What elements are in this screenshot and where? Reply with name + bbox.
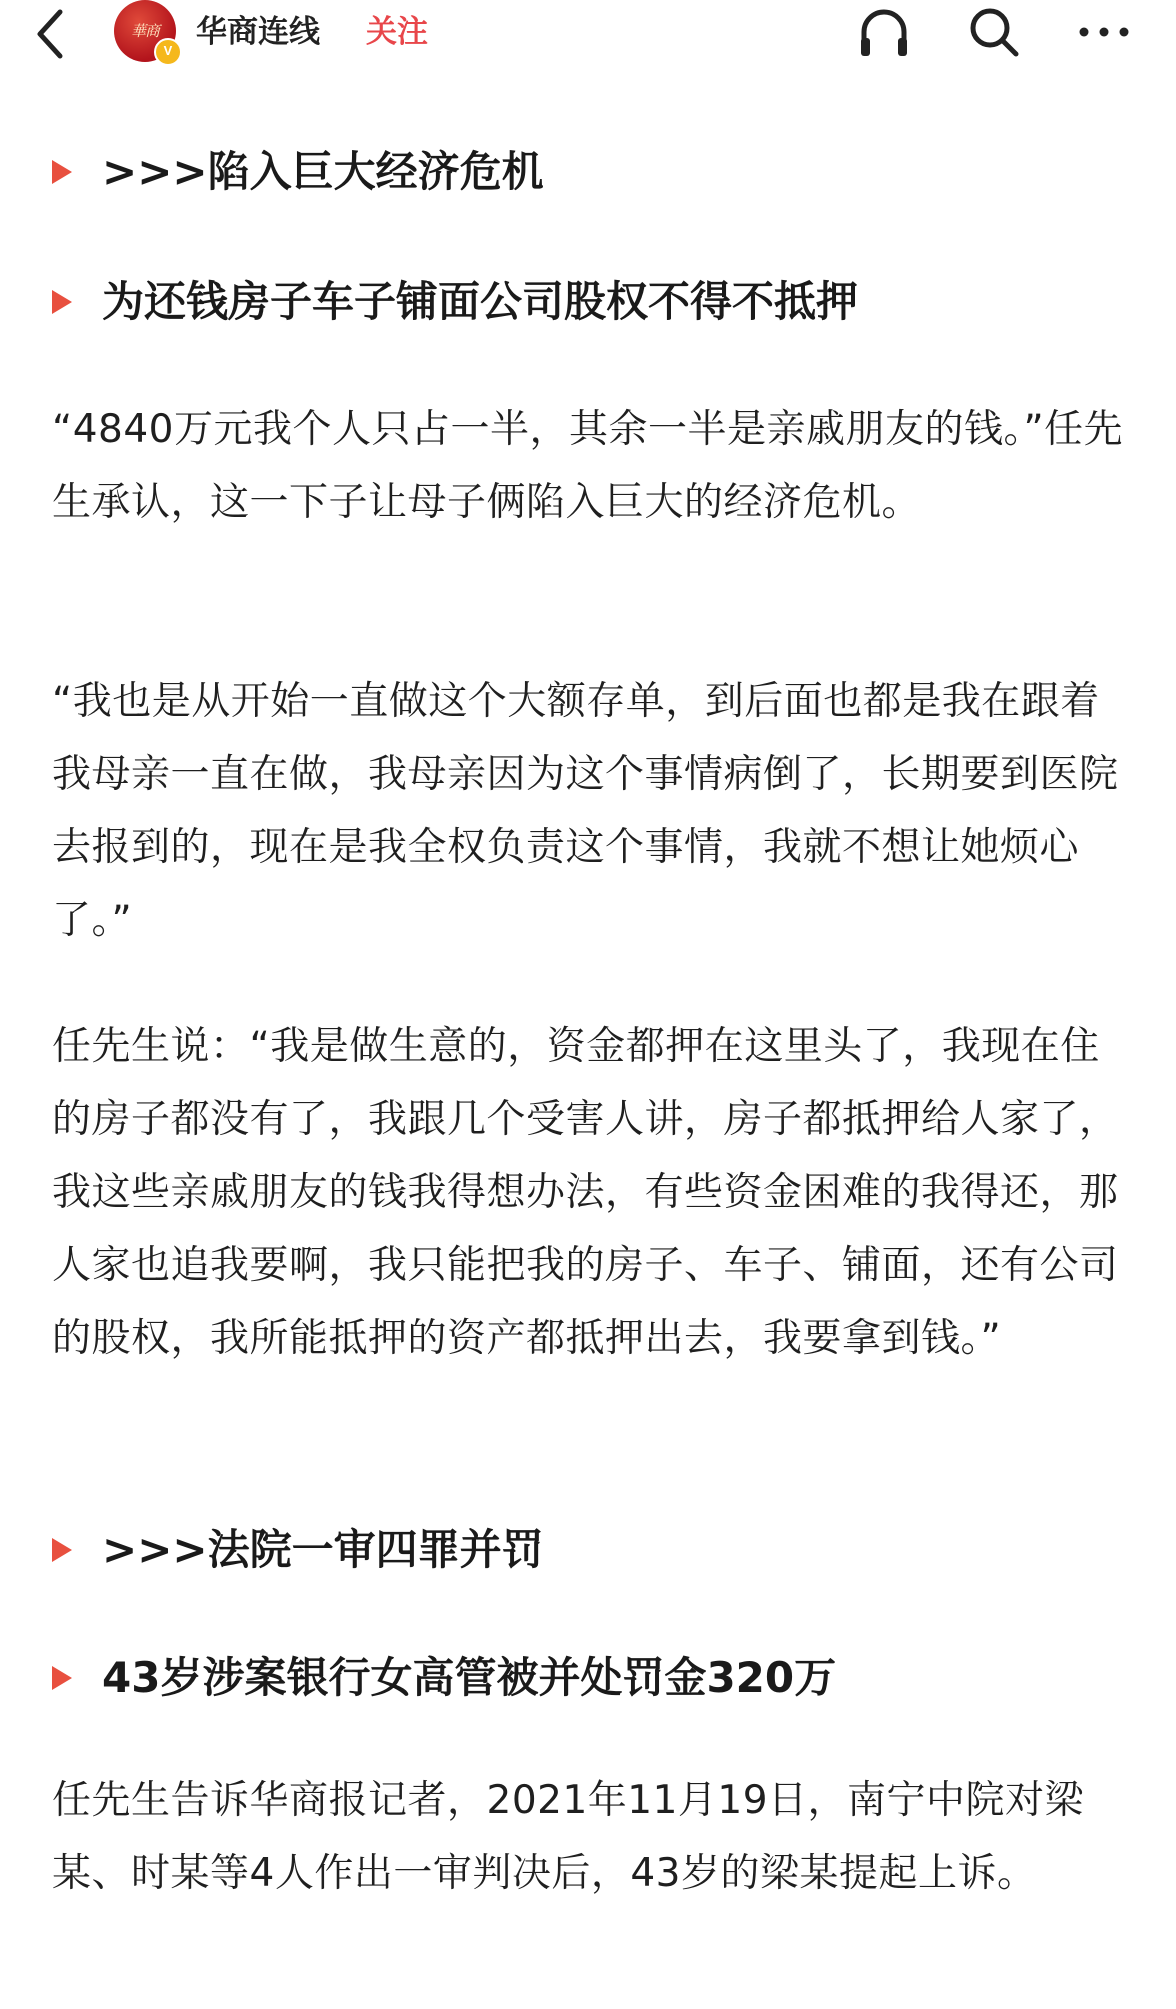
triangle-marker-icon: [52, 290, 72, 314]
account-name[interactable]: 华商连线: [196, 14, 320, 50]
heading-text: >>>陷入巨大经济危机: [102, 147, 544, 196]
paragraph: “4840万元我个人只占一半，其余一半是亲戚朋友的钱。”任先生承认，这一下子让母子俩陷入巨大的经济危机。: [52, 407, 1124, 525]
paragraph: 任先生说：“我是做生意的，资金都押在这里头了，我现在住的房子都没有了，我跟几个受害人讲，房子都抵押给人家了，我这些亲戚朋友的钱我得想办法，有些资金困难的我得还，那人家也追我要啊，我只能把我的房子、车子、铺面，还有公司的股权，我所能抵押的资产都抵押出去，我要拿到钱。”: [52, 1024, 1119, 1361]
top-bar: [0, 0, 1176, 66]
chevron-left-icon: [30, 6, 74, 62]
brand-logo: 華商: [130, 22, 159, 40]
section-subheading: [52, 1648, 836, 1708]
section-heading: [52, 142, 544, 202]
back-button[interactable]: [30, 6, 74, 62]
avatar[interactable]: [114, 0, 176, 62]
search-icon: [964, 2, 1024, 62]
paragraph: “我也是从开始一直做这个大额存单，到后面也都是我在跟着我母亲一直在做，我母亲因为这个事情病倒了，长期要到医院去报到的，现在是我全权负责这个事情，我就不想让她烦心了。”: [52, 679, 1119, 943]
triangle-marker-icon: [52, 1666, 72, 1690]
heading-text: 43岁涉案银行女高管被并处罚金320万: [102, 1653, 837, 1702]
verified-badge: V: [154, 38, 182, 66]
follow-button[interactable]: 关注: [366, 14, 428, 50]
search-button[interactable]: [964, 2, 1024, 62]
heading-text: >>>法院一审四罪并罚: [102, 1525, 544, 1574]
triangle-marker-icon: [52, 160, 72, 184]
headphones-icon: [854, 2, 914, 62]
section-heading: [52, 1520, 544, 1580]
triangle-marker-icon: [52, 1538, 72, 1562]
paragraph: 任先生告诉华商报记者，2021年11月19日，南宁中院对梁某、时某等4人作出一审判决后，43岁的梁某提起上诉。: [52, 1778, 1085, 1896]
more-button[interactable]: [1074, 2, 1134, 62]
heading-text: 为还钱房子车子铺面公司股权不得不抵押: [102, 277, 859, 326]
section-subheading: [52, 272, 858, 332]
listen-button[interactable]: [854, 2, 914, 62]
more-horizontal-icon: [1074, 2, 1134, 62]
